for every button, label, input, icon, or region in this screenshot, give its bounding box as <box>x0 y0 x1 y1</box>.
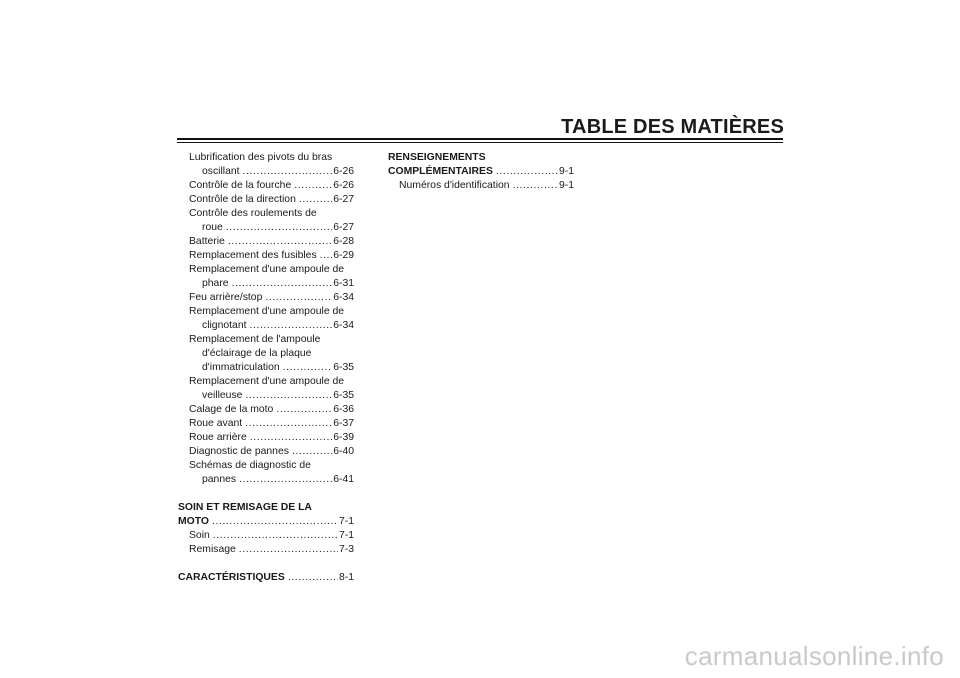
section-heading: RENSEIGNEMENTS <box>388 152 486 163</box>
toc-entry-text: d'éclairage de la plaque <box>202 348 312 359</box>
toc-entry-link[interactable]: Numéros d'identification ..... 9-1 <box>388 179 574 193</box>
page-title: TABLE DES MATIÈRES <box>561 116 784 138</box>
toc-entry-link[interactable]: phare ..... 6-31 <box>178 277 354 291</box>
page-number: 6-35 <box>333 390 354 401</box>
page-number: 6-34 <box>333 320 354 331</box>
page-number: 9-1 <box>558 180 574 191</box>
section-heading-link[interactable]: CARACTÉRISTIQUES ..... 8-1 <box>178 571 354 585</box>
toc-entry-link[interactable]: oscillant ..... 6-26 <box>178 165 354 179</box>
toc-left-column <box>178 151 354 585</box>
toc-entry-link[interactable]: Batterie ..... 6-28 <box>178 235 354 249</box>
toc-entry-link[interactable]: roue ..... 6-27 <box>178 221 354 235</box>
toc-entry-text: Remplacement d'une ampoule de <box>189 264 345 275</box>
page-number: 6-40 <box>333 446 354 457</box>
section-heading-link[interactable]: COMPLÉMENTAIRES ..... 9-1 <box>388 165 574 179</box>
toc-entry-text: Contrôle des roulements de <box>189 208 317 219</box>
toc-entry-link[interactable]: Soin ..... 7-1 <box>178 529 354 543</box>
page-number: 6-35 <box>333 362 354 373</box>
page-number: 6-37 <box>333 418 354 429</box>
toc-entry-text: Remplacement d'une ampoule de <box>189 376 345 387</box>
toc-entry-text: Lubrification des pivots du bras <box>189 152 333 163</box>
page-number: 6-29 <box>333 250 354 261</box>
page-number: 6-31 <box>333 278 354 289</box>
page-number: 6-41 <box>333 474 354 485</box>
section-heading-link[interactable]: MOTO ..... 7-1 <box>178 515 354 529</box>
page-number: 6-28 <box>333 236 354 247</box>
page-number: 9-1 <box>558 166 574 177</box>
toc-entry-link[interactable]: pannes ..... 6-41 <box>178 473 354 487</box>
toc-entry-link[interactable]: Calage de la moto ..... 6-36 <box>178 403 354 417</box>
page-number: 6-26 <box>333 180 354 191</box>
toc-entry-link[interactable]: Remisage ..... 7-3 <box>178 543 354 557</box>
watermark: carmanualsonline.info <box>684 641 944 671</box>
page-number: 7-3 <box>338 544 354 555</box>
toc-entry-text: Remplacement d'une ampoule de <box>189 306 345 317</box>
toc-entry-link[interactable]: Feu arrière/stop ..... 6-34 <box>178 291 354 305</box>
header-rule-thin <box>177 142 783 143</box>
header-rule-thick <box>177 138 783 140</box>
page-number: 6-26 <box>333 166 354 177</box>
page-number: 7-1 <box>338 530 354 541</box>
page-number: 6-36 <box>333 404 354 415</box>
toc-entry-link[interactable]: d'immatriculation ..... 6-35 <box>178 361 354 375</box>
toc-entry-link[interactable]: Remplacement des fusibles ..... 6-29 <box>178 249 354 263</box>
toc-entry-link[interactable]: clignotant ..... 6-34 <box>178 319 354 333</box>
toc-entry-link[interactable]: Roue arrière ..... 6-39 <box>178 431 354 445</box>
toc-entry-link[interactable]: Contrôle de la fourche ..... 6-26 <box>178 179 354 193</box>
page-number: 6-39 <box>333 432 354 443</box>
toc-right-column <box>388 151 574 193</box>
toc-entry-link[interactable]: Contrôle de la direction ..... 6-27 <box>178 193 354 207</box>
toc-entry-text: Schémas de diagnostic de <box>189 460 311 471</box>
page-number: 6-27 <box>333 194 354 205</box>
page-number: 8-1 <box>338 572 354 583</box>
section-heading: SOIN ET REMISAGE DE LA <box>178 502 312 513</box>
page-number: 7-1 <box>338 516 354 527</box>
toc-entry-link[interactable]: Roue avant ..... 6-37 <box>178 417 354 431</box>
page-number: 6-27 <box>333 222 354 233</box>
page-number: 6-34 <box>333 292 354 303</box>
toc-entry-text: Remplacement de l'ampoule <box>189 334 321 345</box>
toc-entry-link[interactable]: veilleuse ..... 6-35 <box>178 389 354 403</box>
toc-entry-link[interactable]: Diagnostic de pannes ..... 6-40 <box>178 445 354 459</box>
